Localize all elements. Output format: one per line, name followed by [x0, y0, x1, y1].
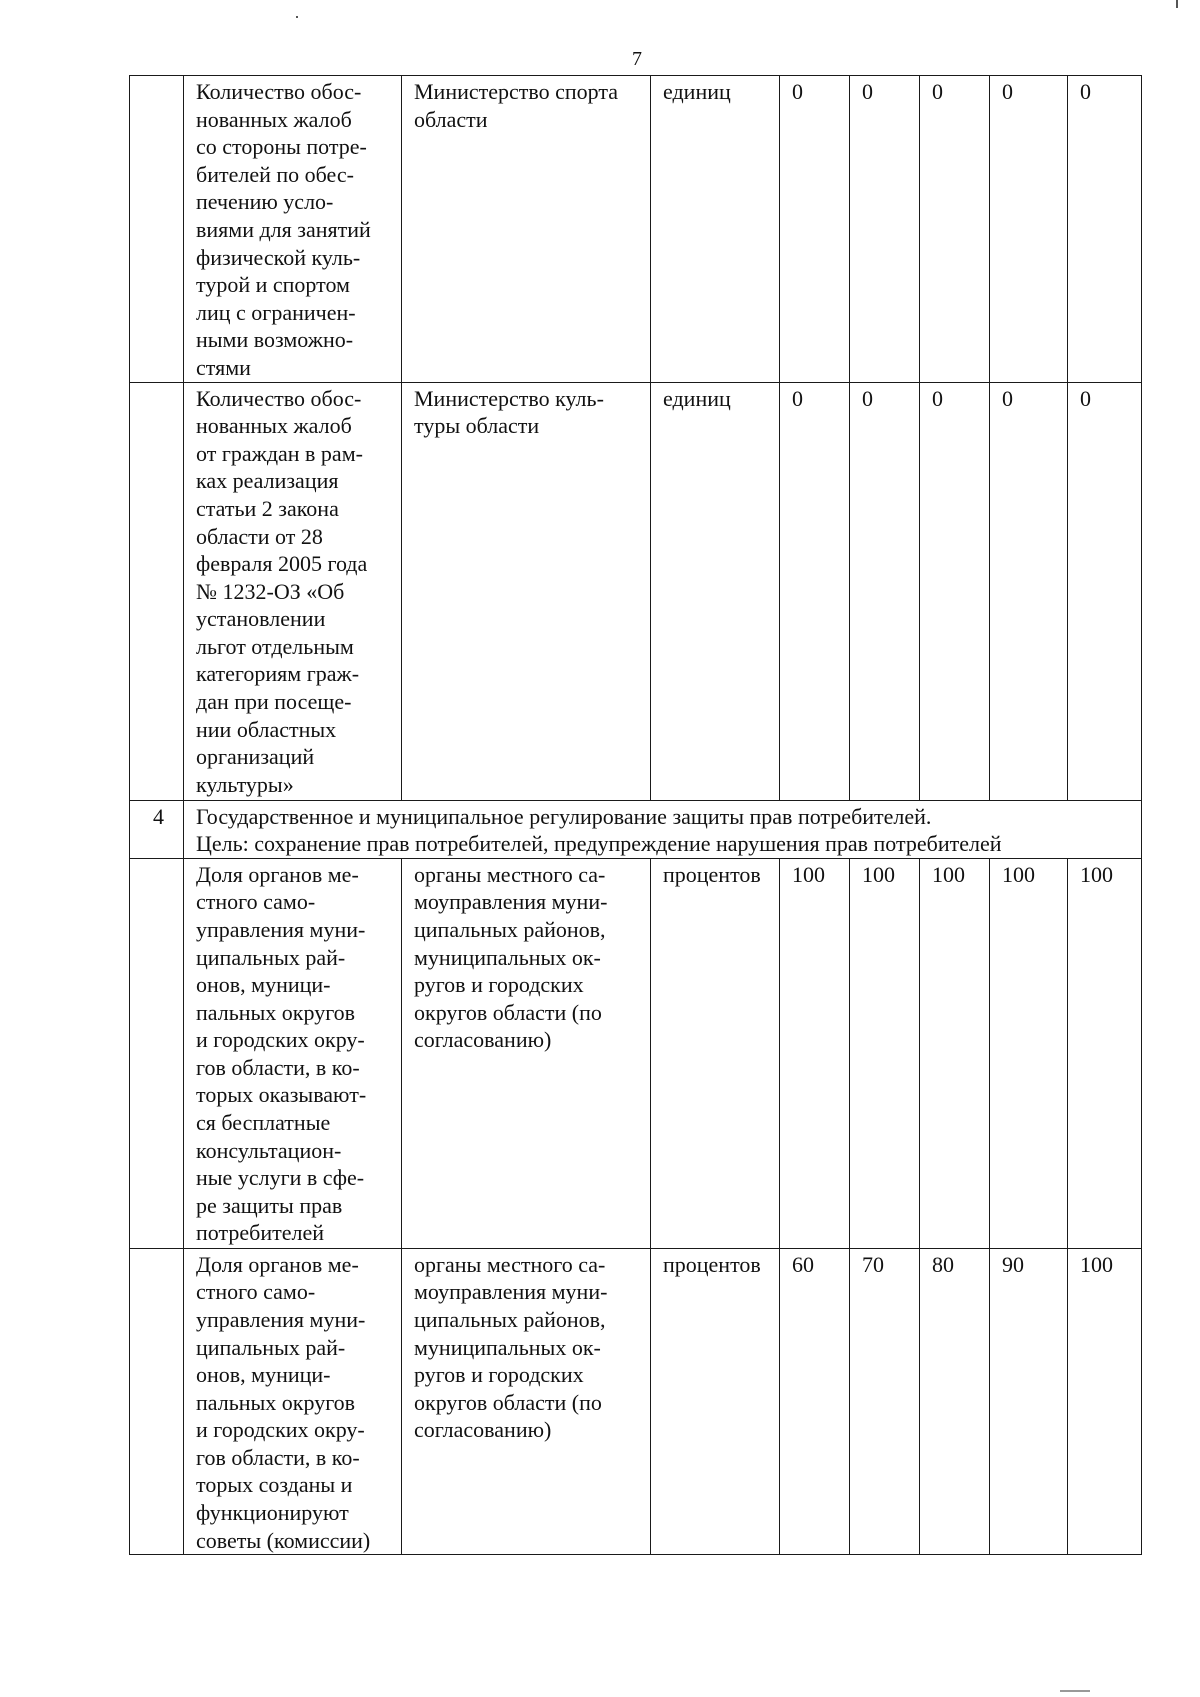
- cell-text-line: Министерство куль-: [414, 385, 604, 411]
- section-title: Государственное и муниципальное регулирование защиты прав потребителей.: [196, 803, 932, 829]
- cell-text-line: ципальных районов,: [414, 1306, 606, 1332]
- cell-text-line: моуправления муни-: [414, 889, 608, 915]
- cell-text-line: пальных округов: [196, 999, 356, 1025]
- cell-text-line: Министерство спорта: [414, 79, 619, 104]
- unit-cell: единиц: [651, 76, 780, 383]
- section-goal: Цель: сохранение прав потребителей, предупреждение нарушения прав потребителей: [196, 831, 1002, 857]
- unit-cell: процентов: [651, 1248, 780, 1555]
- value-cell: 100: [990, 858, 1068, 1248]
- section-number: 4: [130, 800, 184, 858]
- cell-text-line: ципальных рай-: [196, 944, 346, 970]
- cell-text-line: онов, муници-: [196, 1362, 331, 1388]
- indicators-table: [129, 75, 1142, 1555]
- cell-text-line: установлении: [196, 606, 326, 632]
- cell-text-line: консультацион-: [196, 1137, 342, 1163]
- page-number: 7: [632, 48, 642, 70]
- cell-text-line: от граждан в рам-: [196, 440, 363, 466]
- value-cell: 0: [780, 76, 850, 383]
- cell-text-line: муниципальных ок-: [414, 1334, 601, 1360]
- value-cell: 100: [1068, 1248, 1142, 1555]
- cell-text-line: и городских окру-: [196, 1027, 365, 1053]
- cell-text-line: Количество обос-: [196, 79, 362, 104]
- cell-text-line: ципальных районов,: [414, 916, 606, 942]
- table-row: [130, 858, 1142, 1248]
- executor-cell: [402, 382, 651, 800]
- cell-text-line: советы (комиссии): [196, 1527, 371, 1553]
- scan-mark: [1176, 0, 1178, 8]
- cell-text-line: категориям граж-: [196, 661, 360, 687]
- cell-text-line: Доля органов ме-: [196, 1251, 359, 1277]
- cell-text-line: ругов и городских: [414, 1362, 584, 1388]
- cell-text-line: области: [414, 106, 488, 132]
- cell-text-line: со стороны потре-: [196, 134, 367, 160]
- value-cell: 0: [990, 382, 1068, 800]
- cell-text-line: нии областных: [196, 716, 337, 742]
- cell-text-line: управления муни-: [196, 1306, 366, 1332]
- table-row: [130, 1248, 1142, 1555]
- cell-text-line: дан при посеще-: [196, 689, 352, 715]
- cell-text-line: лиц с ограничен-: [196, 299, 356, 325]
- cell-text-line: организаций: [196, 744, 315, 770]
- value-cell: 90: [990, 1248, 1068, 1555]
- value-cell: 100: [920, 858, 990, 1248]
- value-cell: 0: [780, 382, 850, 800]
- cell-text-line: культуры»: [196, 771, 294, 797]
- cell-text-line: статьи 2 закона: [196, 495, 339, 521]
- cell-text-line: органы местного са-: [414, 1251, 606, 1277]
- value-cell: 70: [850, 1248, 920, 1555]
- cell-text-line: области от 28: [196, 523, 323, 549]
- cell-text-line: функционируют: [196, 1500, 349, 1526]
- cell-text-line: ся бесплатные: [196, 1110, 331, 1136]
- cell-text-line: ными возможно-: [196, 327, 354, 353]
- cell-text-line: и городских окру-: [196, 1417, 365, 1443]
- cell-text-line: ругов и городских: [414, 972, 584, 998]
- cell-text-line: нованных жалоб: [196, 106, 352, 132]
- cell-text-line: туры области: [414, 413, 540, 439]
- cell-text-line: Количество обос-: [196, 385, 362, 411]
- cell-text-line: торых оказывают-: [196, 1082, 367, 1108]
- cell-text-line: гов области, в ко-: [196, 1054, 360, 1080]
- cell-text-line: торых созданы и: [196, 1472, 353, 1498]
- executor-cell: [402, 1248, 651, 1555]
- cell-text-line: ре защиты прав: [196, 1192, 343, 1218]
- cell-text-line: округов области (по: [414, 1389, 602, 1415]
- cell-text-line: ципальных рай-: [196, 1334, 346, 1360]
- cell-text-line: управления муни-: [196, 916, 366, 942]
- value-cell: 100: [780, 858, 850, 1248]
- row-number-cell: [130, 382, 184, 800]
- cell-text-line: стями: [196, 354, 251, 380]
- cell-text-line: моуправления муни-: [414, 1279, 608, 1305]
- indicator-cell: [184, 1248, 402, 1555]
- value-cell: 0: [1068, 382, 1142, 800]
- value-cell: 0: [1068, 76, 1142, 383]
- unit-cell: единиц: [651, 382, 780, 800]
- cell-text-line: ные услуги в сфе-: [196, 1165, 365, 1191]
- cell-text-line: виями для занятий: [196, 216, 371, 242]
- cell-text-line: бителей по обес-: [196, 161, 354, 187]
- row-number-cell: [130, 858, 184, 1248]
- executor-cell: [402, 858, 651, 1248]
- section-title-cell: [184, 800, 1142, 858]
- cell-text-line: онов, муници-: [196, 972, 331, 998]
- value-cell: 0: [850, 76, 920, 383]
- cell-text-line: потребителей: [196, 1220, 324, 1246]
- cell-text-line: согласованию): [414, 1027, 552, 1053]
- section-header-row: [130, 800, 1142, 858]
- cell-text-line: стного само-: [196, 1279, 316, 1305]
- value-cell: 100: [1068, 858, 1142, 1248]
- value-cell: 0: [990, 76, 1068, 383]
- cell-text-line: стного само-: [196, 889, 316, 915]
- cell-text-line: печению усло-: [196, 189, 334, 215]
- row-number-cell: [130, 76, 184, 383]
- row-number-cell: [130, 1248, 184, 1555]
- table-row: [130, 76, 1142, 383]
- scan-mark: [296, 16, 298, 18]
- cell-text-line: округов области (по: [414, 999, 602, 1025]
- cell-text-line: муниципальных ок-: [414, 944, 601, 970]
- cell-text-line: Доля органов ме-: [196, 861, 359, 887]
- cell-text-line: февраля 2005 года: [196, 551, 368, 577]
- indicator-cell: [184, 858, 402, 1248]
- cell-text-line: турой и спортом: [196, 272, 350, 298]
- value-cell: 60: [780, 1248, 850, 1555]
- cell-text-line: физической куль-: [196, 244, 361, 270]
- value-cell: 0: [850, 382, 920, 800]
- cell-text-line: льгот отдельным: [196, 633, 354, 659]
- scan-mark: [1060, 1690, 1090, 1692]
- cell-text-line: органы местного са-: [414, 861, 606, 887]
- cell-text-line: № 1232-ОЗ «Об: [196, 578, 345, 604]
- value-cell: 100: [850, 858, 920, 1248]
- indicator-cell: [184, 382, 402, 800]
- unit-cell: процентов: [651, 858, 780, 1248]
- value-cell: 0: [920, 76, 990, 383]
- value-cell: 0: [920, 382, 990, 800]
- cell-text-line: нованных жалоб: [196, 413, 352, 439]
- table-row: [130, 382, 1142, 800]
- value-cell: 80: [920, 1248, 990, 1555]
- cell-text-line: пальных округов: [196, 1389, 356, 1415]
- cell-text-line: ках реализация: [196, 468, 339, 494]
- indicator-cell: [184, 76, 402, 383]
- executor-cell: [402, 76, 651, 383]
- cell-text-line: согласованию): [414, 1417, 552, 1443]
- cell-text-line: гов области, в ко-: [196, 1444, 360, 1470]
